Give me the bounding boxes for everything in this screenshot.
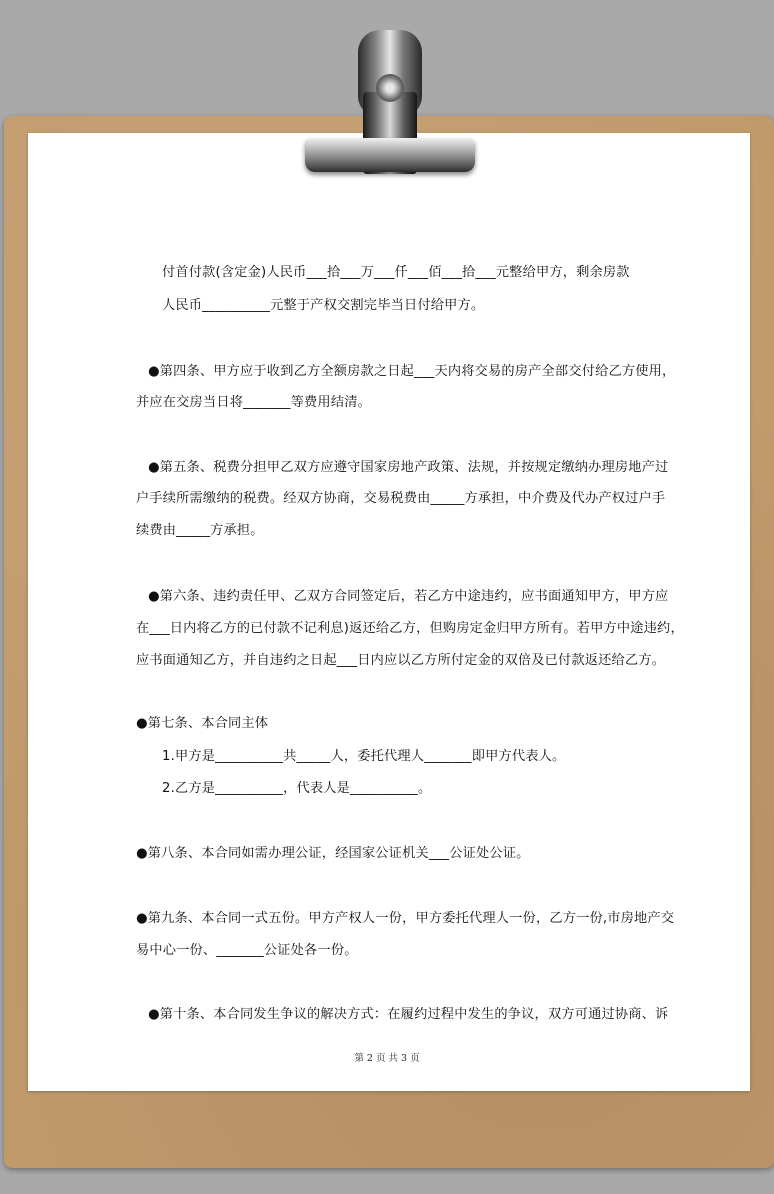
clip-plate: [305, 138, 475, 172]
clause-5-line: 户手续所需缴纳的税费。经双方协商，交易税费由_____方承担，中介费及代办产权过户手: [136, 491, 666, 506]
clause-4-line: 并应在交房当日将_______等费用结清。: [136, 395, 371, 410]
clause-4-line: ●第四条、甲方应于收到乙方全额房款之日起___天内将交易的房产全部交付给乙方使用，: [148, 364, 676, 379]
clause-5-line: ●第五条、税费分担甲乙双方应遵守国家房地产政策、法规，并按规定缴纳办理房地产过: [148, 460, 669, 475]
clause-5-line: 续费由_____方承担。: [136, 523, 264, 538]
clause-8-line: ●第八条、本合同如需办理公证，经国家公证机关___公证处公证。: [136, 846, 530, 861]
contract-line: 付首付款(含定金)人民币___拾___万___仟___佰___拾___元整给甲方，剩余房款: [162, 265, 630, 280]
clause-9-line: ●第九条、本合同一式五份。甲方产权人一份，甲方委托代理人一份，乙方一份,市房地产交: [136, 911, 675, 926]
clause-9-line: 易中心一份、_______公证处各一份。: [136, 943, 358, 958]
clause-6-line: ●第六条、违约责任甲、乙双方合同签定后，若乙方中途违约，应书面通知甲方，甲方应: [148, 589, 669, 604]
clause-10-line: ●第十条、本合同发生争议的解决方式：在履约过程中发生的争议，双方可通过协商、诉: [148, 1007, 669, 1022]
contract-line: 人民币__________元整于产权交割完毕当日付给甲方。: [162, 298, 485, 313]
clause-6-line: 在___日内将乙方的已付款不记利息)返还给乙方，但购房定金归甲方所有。若甲方中途违约，: [136, 621, 684, 636]
clip-ring-hole: [376, 74, 404, 102]
clause-7-item: 2.乙方是__________，代表人是__________。: [162, 781, 432, 796]
clause-6-line: 应书面通知乙方，并自违约之日起___日内应以乙方所付定金的双倍及已付款返还给乙方。: [136, 653, 666, 668]
clause-7-heading: ●第七条、本合同主体: [136, 716, 269, 731]
binder-clip-icon: [305, 30, 475, 180]
clause-7-item: 1.甲方是__________共_____人，委托代理人_______即甲方代表人。: [162, 749, 566, 764]
page-number: 第 2 页 共 3 页: [354, 1053, 420, 1064]
